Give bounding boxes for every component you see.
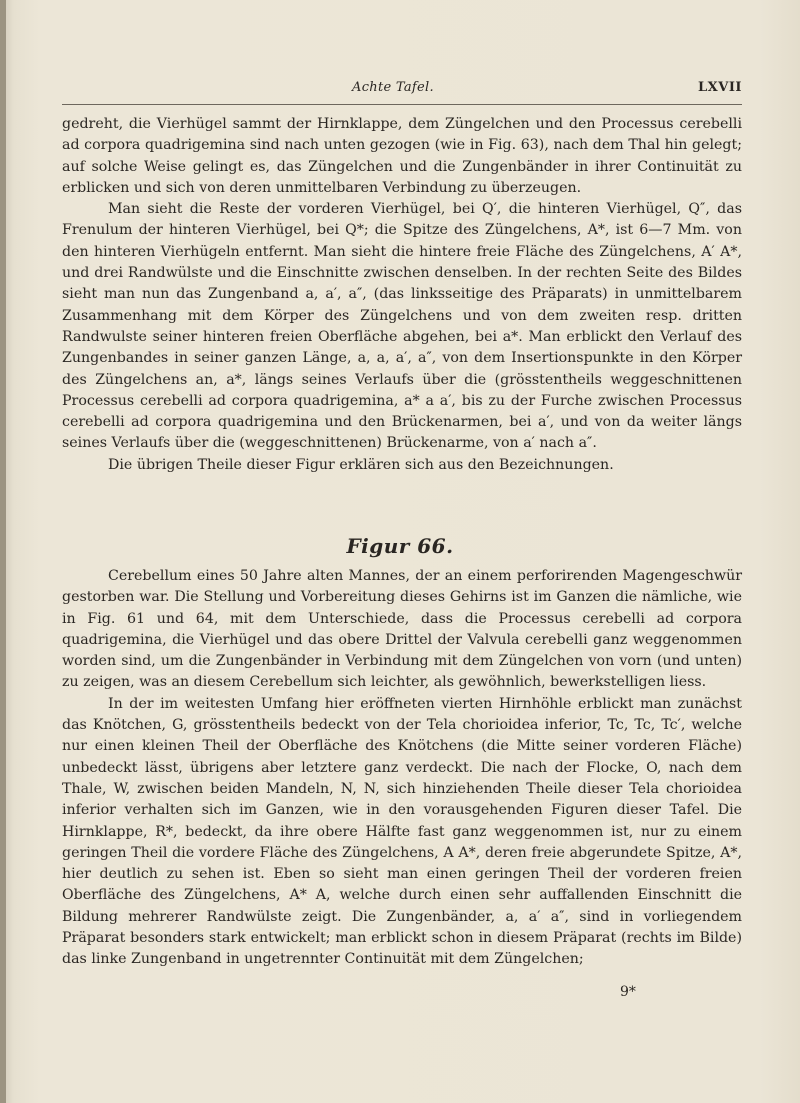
figure-heading: Figur 66. [346,534,454,558]
header-rule [62,104,742,105]
paragraph: Cerebellum eines 50 Jahre alten Mannes, der an einem perforirenden Magengeschwür gestorben war. Die Stellung und Vorbereitung dieses Gehirns ist im Ganzen die nämliche, wie in Fig. 61 und 64, mit dem Unterschiede, dass die Processus cerebelli ad corpora quadrigemina, die Vierhügel und das obere Drittel der Valvula cerebelli ganz weggenommen worden sind, um die Zungenbänder in Verbindung mit dem Züngelchen von vorn (und unten) zu zeigen, was an diesem Cerebellum sich leichter, als gewöhnlich, bewerkstelligen liess. [62,568,742,691]
running-title: Achte Tafel. [352,80,434,95]
page-header [62,80,742,100]
figure-66-description [62,566,742,971]
page-number: LXVII [698,80,742,95]
paragraph: gedreht, die Vierhügel sammt der Hirnklappe, dem Züngelchen und den Processus cerebelli ad corpora quadrigemina sind nach unten gezogen (wie in Fig. 63), nach dem Thal hin gelegt; auf solche Weise gelingt es, das Züngelchen und die Zungenbänder in ihrer Continuität zu erblicken und sich von deren unmittelbaren Verbindung zu überzeugen. [62,116,742,196]
paragraph: In der im weitesten Umfang hier eröffneten vierten Hirnhöhle erblickt man zunächst das Knötchen, G, grösstentheils bedeckt von der Tela chorioidea inferior, Tc, Tc, Tc′, welche nur einen kleinen Theil der Oberfläche des Knötchens (die Mitte seiner vorderen Fläche) unbedeckt lässt, übrigens aber letztere ganz verdeckt. Die nach der Flocke, O, nach dem Thale, W, zwischen beiden Mandeln, N, N, sich hinziehenden Theile dieser Tela chorioidea inferior verhalten sich im Ganzen, wie in den vorausgehenden Figuren dieser Tafel. Die Hirnklappe, R*, bedeckt, da ihre obere Hälfte fast ganz weggenommen ist, nur zu einem geringen Theil die vordere Fläche des Züngelchens, A A*, deren freie abgerundete Spitze, A*, hier deutlich zu sehen ist. Eben so sieht man einen geringen Theil der vorderen freien Oberfläche des Züngelchens, A* A, welche durch einen sehr auffallenden Einschnitt die Bildung mehrerer Randwülste zeigt. Die Zungenbänder, a, a′ a″, sind in vorliegendem Präparat besonders stark entwickelt; man erblickt schon in diesem Präparat (rechts im Bilde) das linke Zungenband in ungetrennter Continuität mit dem Züngelchen; [62,695,742,968]
printer-signature: 9* [620,984,636,1000]
section-continuation [62,114,742,476]
paragraph: Die übrigen Theile dieser Figur erklären sich aus den Bezeichnungen. [108,456,614,473]
paragraph: Man sieht die Reste der vorderen Vierhügel, bei Q′, die hinteren Vierhügel, Q″, das Frenulum der hinteren Vierhügel, bei Q*; die Spitze des Züngelchens, A*, ist 6—7 Mm. von den hinteren Vierhügeln entfernt. Man sieht die hintere freie Fläche des Züngelchens, A′ A*, und drei Randwülste und die Einschnitte zwischen denselben. In der rechten Seite des Bildes sieht man nun das Zungenband a, a′, a″, (das linksseitige des Präparats) in unmittelbarem Zusammenhang mit dem Körper des Züngelchens und von dem zweiten resp. dritten Randwulste seiner hinteren freien Oberfläche abgehen, bei a*. Man erblickt den Verlauf des Zungenbandes in seiner ganzen Länge, a, a, a′, a″, von dem Insertionspunkte in den Körper des Züngelchens an, a*, längs seines Verlaufs über die (grösstentheils weggeschnittenen Processus cerebelli ad corpora quadrigemina, a* a a′, bis zu der Furche zwischen Processus cerebelli ad corpora quadrigemina und den Brückenarmen, bei a′, und von da weiter längs seines Verlaufs über die (weggeschnittenen) Brückenarme, von a′ nach a″. [62,201,742,452]
